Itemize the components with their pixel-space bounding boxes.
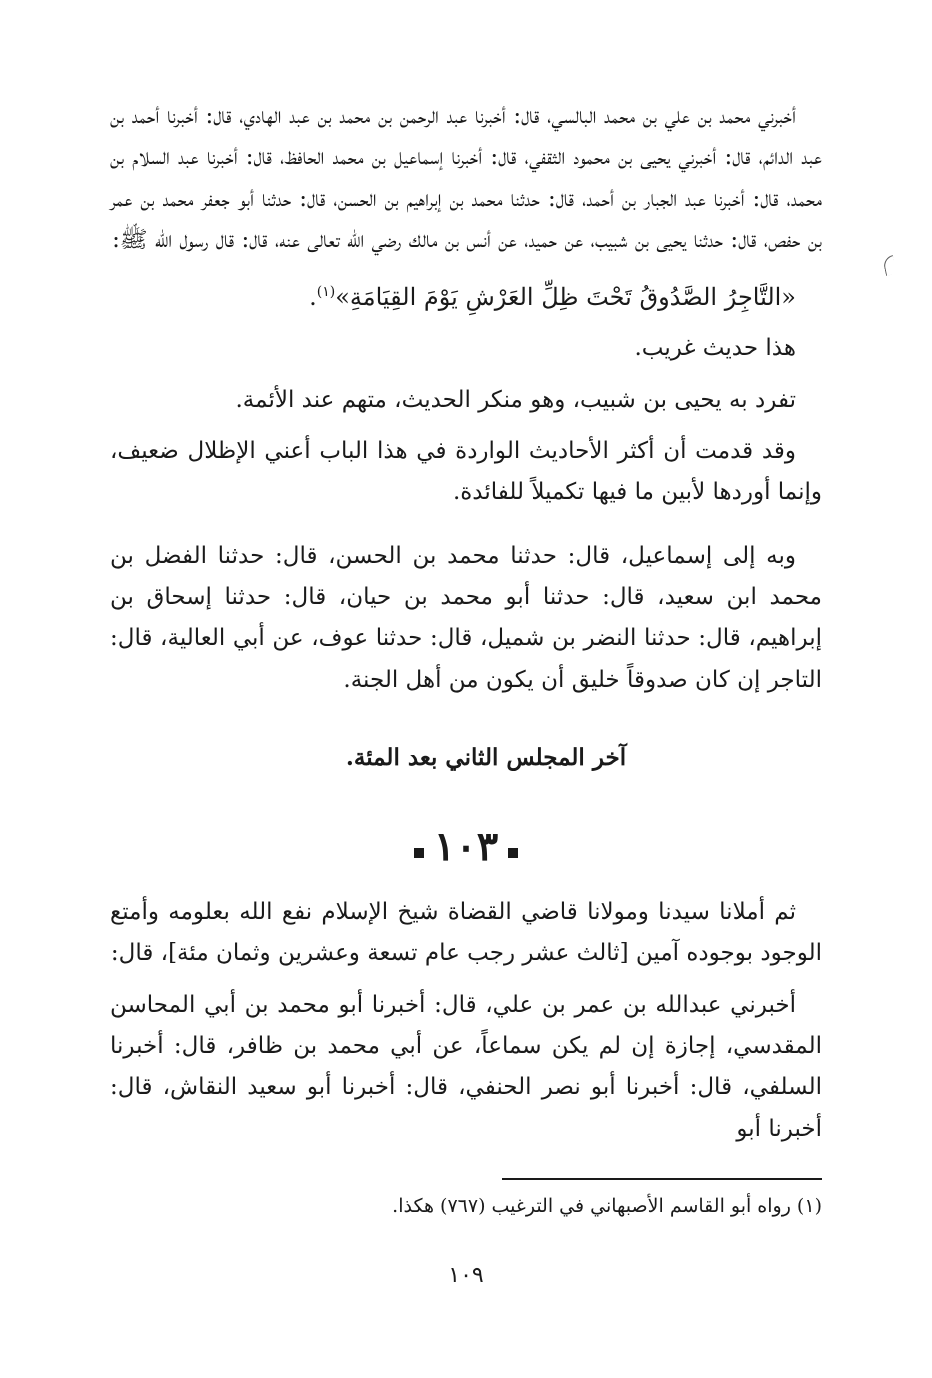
hadith-quote [110, 277, 822, 318]
footnote: (١) رواه أبو القاسم الأصبهاني في الترغيب (٧٦٧) هكذا. [392, 1195, 822, 1217]
paragraph-imla: ثم أملانا سيدنا ومولانا قاضي القضاة شيخ الإسلام نفع الله بعلومه وأمتع الوجود بوجوده آمين [ثالث عشر رجب عام تسعة وعشرين وثمان مئة]، قال: [110, 899, 822, 967]
quote-period: . [309, 283, 317, 312]
paragraph-isnad-2: وبه إلى إسماعيل، قال: حدثنا محمد بن الحسن، قال: حدثنا الفضل بن محمد ابن سعيد، قال: حدثنا أبو محمد بن حيان، قال: حدثنا إسحاق بن إبراهيم، قال: حدثنا النضر بن شميل، قال: حدثنا عوف، عن أبي العالية، قال: التاجر إن كان صدوقاً خليق أن يكون من أهل الجنة. [110, 542, 822, 693]
chapter-number-heading [110, 822, 822, 870]
page-body [110, 96, 822, 1150]
paragraph-tafarrud: تفرد به يحيى بن شبيب، وهو منكر الحديث، متهم عند الأئمة. [235, 386, 796, 413]
right-dash-ornament [508, 848, 518, 858]
chapter-number: ١٠٣ [433, 822, 499, 870]
paragraph-note: وقد قدمت أن أكثر الأحاديث الواردة في هذا الباب أعني الإظلال ضعيف، وإنما أوردها لأبين ما فيها تكميلاً للفائدة. [110, 438, 822, 506]
left-dash-ornament [414, 848, 424, 858]
paragraph-isnad-3: أخبرني عبدالله بن عمر بن علي، قال: أخبرنا أبو محمد بن أبي المحاسن المقدسي، إجازة إن لم يكن سماعاً، عن أبي محمد بن ظافر، قال: أخبرنا السلفي، قال: أخبرنا أبو نصر الحنفي، قال: أخبرنا أبو سعيد النقاش، قال: أخبرنا أبو [110, 991, 822, 1142]
footnote-divider [502, 1178, 822, 1180]
paragraph-isnad-1: أخبرني محمد بن علي بن محمد البالسي، قال: أخبرنا عبد الرحمن بن محمد بن عبد الهادي، قال: أخبرنا أحمد بن عبد الدائم، قال: أخبرني يحيى بن محمود الثقفي، قال: أخبرنا إسماعيل بن محمد الحافظ، قال: أخبرنا عبد السلام بن محمد، قال: أخبرنا عبد الجبار بن أحمد، قال: حدثنا محمد بن إبراهيم بن الحسن، قال: حدثنا أبو جعفر محمد بن عمر بن حفص، قال: حدثنا يحيى بن شبيب، عن حميد، عن أنس بن مالك رضي الله تعالى عنه، قال: قال رسول الله ﷺ: [110, 103, 822, 253]
hadith-text: «التَّاجِرُ الصَّدُوقُ تَحْتَ ظِلِّ العَرْشِ يَوْمَ القِيَامَةِ» [335, 283, 796, 312]
footnote-ref: (١) [316, 284, 336, 301]
margin-pencil-mark [882, 255, 897, 276]
page-number: ١٠٩ [448, 1263, 484, 1288]
session-end-heading: آخر المجلس الثاني بعد المئة. [345, 743, 627, 771]
paragraph-gharib: هذا حديث غريب. [634, 335, 796, 362]
